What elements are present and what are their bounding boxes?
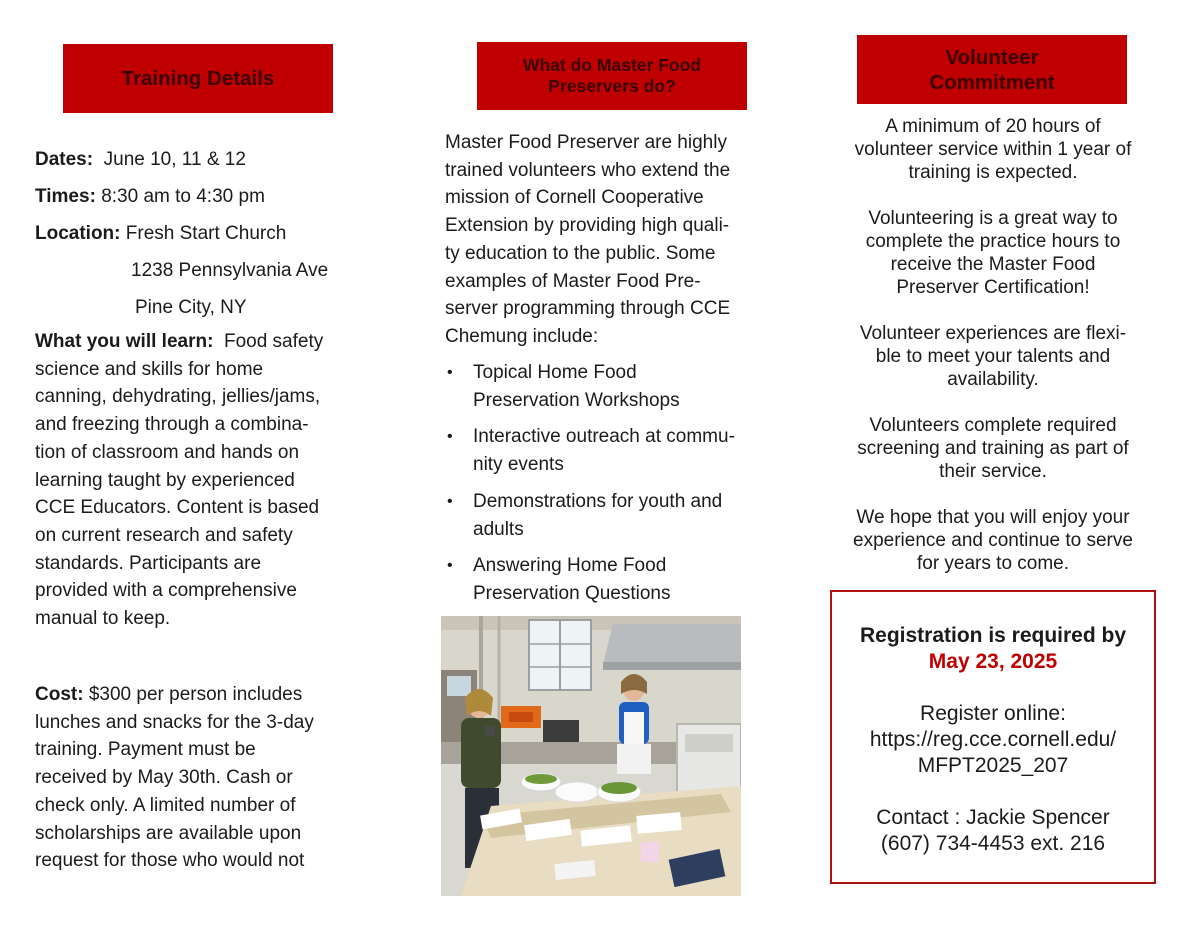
intro-line: server programming through CCE [445, 298, 731, 320]
volunteer-paragraph [826, 414, 1160, 483]
intro-line: trained volunteers who extend the [445, 159, 731, 181]
learn-line: science and skills for home [35, 358, 264, 380]
learn-line: provided with a comprehensive [35, 580, 297, 602]
learn-line: learning taught by experienced [35, 469, 295, 491]
volunteer-paragraph [826, 115, 1160, 184]
location-line2: 1238 Pennsylvania Ave [131, 260, 329, 281]
intro-line: Master Food Preserver are highly [445, 132, 727, 153]
middle-intro [445, 129, 775, 351]
times-row [35, 183, 375, 220]
master-food-preservers-banner [477, 42, 747, 110]
learn-line: manual to keep. [35, 608, 171, 630]
list-item-line: • Topical Home Food [473, 362, 637, 383]
location-row [35, 220, 375, 257]
learn-label: What you will learn: [35, 331, 214, 352]
cost-first-line [35, 681, 375, 709]
cost-line: $300 per person includes [88, 684, 303, 705]
cost-line: training. Payment must be [35, 739, 256, 761]
cost-line: request for those who would not [35, 850, 305, 872]
learn-line: and freezing through a combina- [35, 414, 309, 436]
list-item-line: Preservation Workshops [473, 389, 680, 411]
cost-line: received by May 30th. Cash or [35, 767, 293, 789]
registration-url-line1[interactable]: https://reg.cce.cornell.edu/ [869, 728, 1117, 751]
middle-heading-line2: Preservers do? [548, 76, 676, 96]
paragraph-line: A minimum of 20 hours of [885, 116, 1101, 137]
learn-line: tion of classroom and hands on [35, 441, 300, 463]
cost-line: lunches and snacks for the 3-day [35, 711, 314, 733]
list-item [445, 423, 775, 478]
dates-value: June 10, 11 & 12 [103, 149, 246, 170]
intro-line: examples of Master Food Pre- [445, 270, 701, 292]
volunteer-paragraph [826, 322, 1160, 391]
learn-block [35, 328, 375, 633]
location-label: Location: [35, 223, 121, 244]
registration-required-label: Registration is required by [859, 624, 1127, 647]
volunteer-paragraphs [826, 115, 1160, 575]
middle-heading-line1: What do Master Food [523, 55, 701, 75]
cost-line: scholarships are available upon [35, 822, 302, 844]
paragraph-line: Volunteering is a great way to [868, 208, 1118, 229]
registration-box [830, 590, 1156, 884]
times-value: 8:30 am to 4:30 pm [101, 186, 265, 207]
paragraph-line: Volunteers complete required [869, 415, 1117, 436]
learn-line: on current research and safety [35, 524, 293, 546]
list-item [445, 359, 775, 414]
kitchen-class-illustration [441, 616, 741, 896]
volunteer-paragraph [826, 506, 1160, 575]
phone-line: (607) 734-4453 ext. 216 [880, 832, 1106, 855]
intro-line: mission of Cornell Cooperative [445, 187, 704, 209]
learn-first-line [35, 328, 375, 356]
location-line1: Fresh Start Church [125, 223, 287, 244]
cost-block [35, 681, 375, 875]
activities-list [445, 359, 775, 617]
paragraph-line: experience and continue to serve [853, 530, 1133, 551]
paragraph-line: volunteer service within 1 year of [854, 139, 1132, 160]
list-item-line: adults [473, 518, 524, 540]
list-item [445, 552, 775, 607]
learn-line: standards. Participants are [35, 552, 262, 574]
training-details-body [35, 146, 375, 633]
intro-line: Extension by providing high quali- [445, 215, 730, 237]
registration-content [832, 623, 1154, 857]
times-label: Times: [35, 186, 96, 207]
right-heading-line1: Volunteer [945, 45, 1039, 69]
list-item-line: nity events [473, 454, 564, 476]
right-heading-line2: Commitment [929, 70, 1055, 94]
list-item-line: • Demonstrations for youth and [473, 490, 723, 512]
dates-row [35, 146, 375, 183]
location-line3: Pine City, NY [135, 297, 247, 318]
paragraph-line: training is expected. [908, 162, 1078, 183]
intro-line: Chemung include: [445, 325, 599, 347]
dates-label: Dates: [35, 149, 94, 170]
paragraph-line: Volunteer experiences are flexi- [859, 323, 1127, 344]
paragraph-line: ble to meet your talents and [875, 346, 1111, 367]
training-details-banner [63, 44, 333, 113]
paragraph-line: screening and training as part of [857, 438, 1129, 459]
kitchen-class-photo [441, 616, 741, 896]
learn-line: canning, dehydrating, jellies/jams, [35, 386, 321, 408]
paragraph-line: Preserver Certification! [896, 277, 1090, 298]
paragraph-line: their service. [939, 461, 1047, 482]
list-item [445, 488, 775, 543]
registration-deadline: May 23, 2025 [928, 650, 1058, 673]
list-item-line: • Interactive outreach at commu- [473, 426, 735, 448]
paragraph-line: complete the practice hours to [865, 231, 1121, 252]
intro-line: ty education to the public. Some [445, 242, 716, 264]
contact-line: Contact : Jackie Spencer [876, 806, 1110, 829]
cost-label: Cost: [35, 684, 84, 705]
paragraph-line: receive the Master Food [890, 254, 1096, 275]
paragraph-line: availability. [947, 369, 1039, 390]
registration-url-line2[interactable]: MFPT2025_207 [917, 754, 1069, 777]
list-item-line: • Answering Home Food [473, 555, 667, 577]
learn-line: CCE Educators. Content is based [35, 497, 320, 519]
learn-line: Food safety [223, 331, 324, 352]
volunteer-commitment-banner [857, 35, 1127, 104]
training-details-heading: Training Details [121, 66, 275, 90]
paragraph-line: We hope that you will enjoy your [856, 507, 1130, 528]
volunteer-paragraph [826, 207, 1160, 299]
cost-line: check only. A limited number of [35, 794, 296, 816]
list-item-line: Preservation Questions [473, 582, 671, 604]
register-online-label: Register online: [920, 702, 1066, 725]
paragraph-line: for years to come. [916, 553, 1070, 574]
